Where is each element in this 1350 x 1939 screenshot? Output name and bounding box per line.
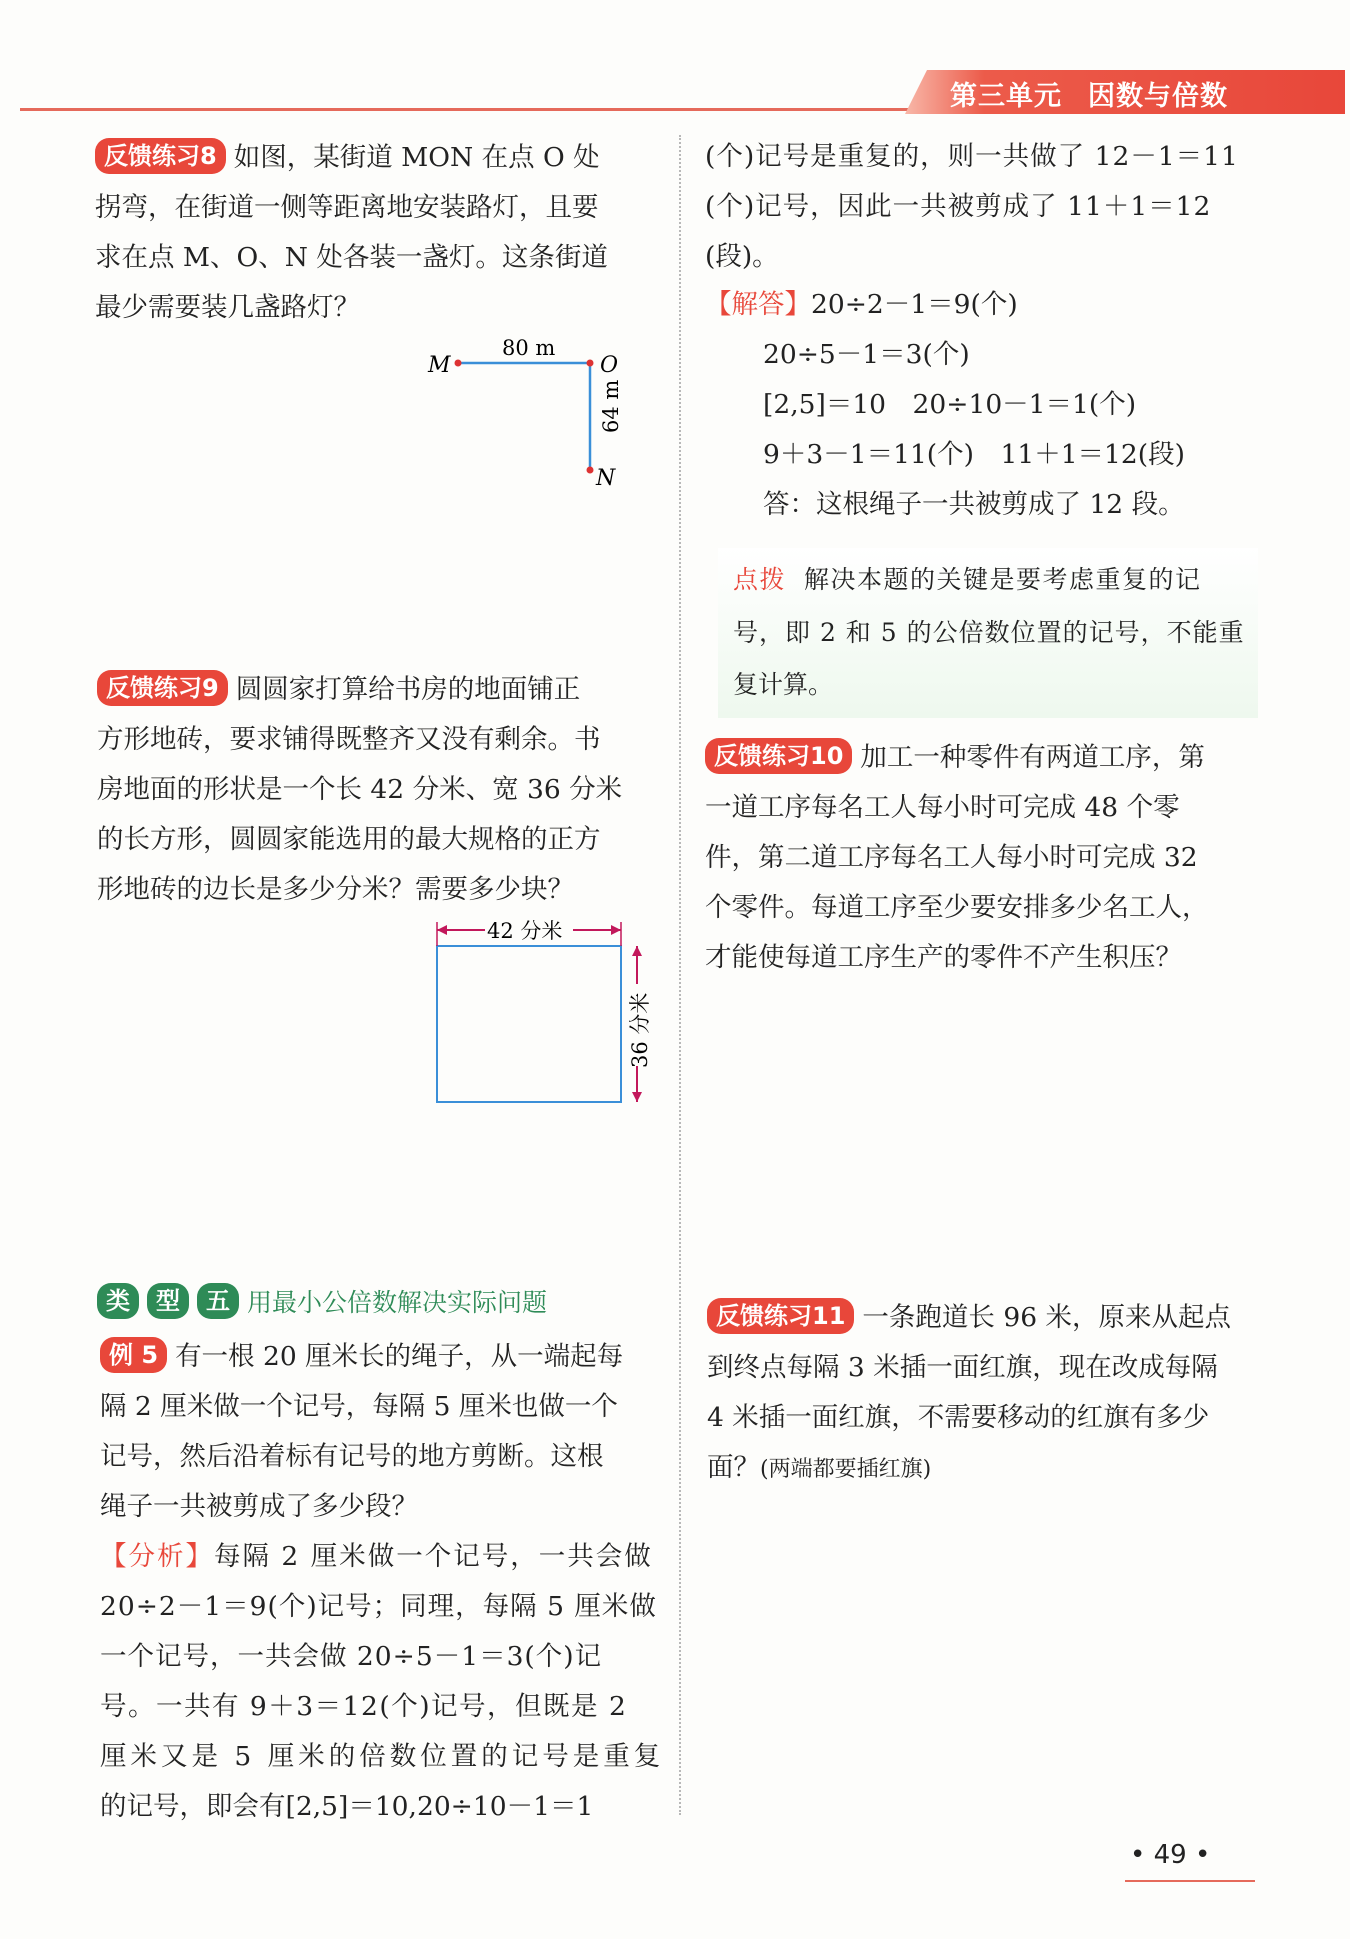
point-m — [455, 360, 462, 367]
type5-badge-2: 型 — [147, 1283, 189, 1319]
column-divider — [679, 135, 681, 1815]
q8-line-4: 最少需要装几盏路灯？ — [95, 292, 360, 323]
width-label: 36 分米 — [628, 992, 652, 1068]
ex5-line-1: 例 5 有一根 20 厘米长的绳子，从一端起每 — [100, 1332, 623, 1382]
ex5-badge: 例 5 — [100, 1337, 167, 1373]
q9-line-4: 的长方形，圆圆家能选用的最大规格的正方 — [97, 824, 601, 855]
type5-badge-3: 五 — [197, 1283, 239, 1319]
q9-floor-figure — [425, 918, 655, 1113]
q10-line-3: 件，第二道工序每名工人每小时可完成 32 — [705, 842, 1198, 873]
label-mo: 80 m — [502, 336, 556, 360]
q8-street-figure — [420, 335, 640, 495]
header-title — [950, 74, 1254, 113]
q8-line-3: 求在点 M、O、N 处各装一盏灯。这条街道 — [95, 242, 608, 273]
tip-label: 点拨 — [733, 565, 787, 594]
answer-line-3: [2,5]＝10 20÷10－1＝1(个) — [763, 389, 1137, 420]
ex5-line-3: 记号，然后沿着标有记号的地方剪断。这根 — [100, 1441, 604, 1472]
q9-line-5: 形地砖的边长是多少分米？需要多少块？ — [97, 874, 574, 905]
q10-line-2: 一道工序每名工人每小时可完成 48 个零 — [705, 792, 1180, 823]
ex5-analysis-1: 【分析】每隔 2 厘米做一个记号，一共会做 — [100, 1541, 653, 1572]
unit-label: 第三单元 — [950, 81, 1062, 112]
q9-line-1: 反馈练习9 圆圆家打算给书房的地面铺正 — [97, 665, 580, 715]
q10-badge: 反馈练习10 — [705, 738, 852, 774]
answer-label: 【解答】 — [705, 289, 811, 320]
right-cont-1: (个)记号是重复的，则一共做了 12－1＝11 — [705, 141, 1239, 172]
point-o — [587, 360, 594, 367]
ex5-line-4: 绳子一共被剪成了多少段？ — [100, 1491, 418, 1522]
label-o: O — [600, 353, 619, 378]
tip-line-3: 复计算。 — [733, 670, 834, 699]
q9-line-2: 方形地砖，要求铺得既整齐又没有剩余。书 — [97, 724, 601, 755]
type5-badge-1: 类 — [97, 1283, 139, 1319]
q11-line-2: 到终点每隔 3 米插一面红旗，现在改成每隔 — [707, 1352, 1218, 1383]
analysis-label: 【分析】 — [100, 1541, 214, 1572]
tip-line-1: 点拨 解决本题的关键是要考虑重复的记 — [733, 565, 1202, 594]
q10-line-5: 才能使每道工序生产的零件不产生积压？ — [705, 942, 1182, 973]
ex5-line-2: 隔 2 厘米做一个记号，每隔 5 厘米也做一个 — [100, 1391, 618, 1422]
q11-line-4: 面？(两端都要插红旗) — [707, 1452, 932, 1483]
length-label: 42 分米 — [487, 919, 563, 943]
floor-rectangle — [437, 946, 621, 1102]
tip-line-2: 号，即 2 和 5 的公倍数位置的记号，不能重 — [733, 618, 1245, 647]
label-on: 64 m — [599, 379, 623, 433]
q8-line-2: 拐弯，在街道一侧等距离地安装路灯，且要 — [95, 192, 599, 223]
ex5-analysis-2: 20÷2－1＝9(个)记号；同理，每隔 5 厘米做 — [100, 1591, 657, 1622]
q9-badge: 反馈练习9 — [97, 670, 228, 706]
answer-line-5: 答：这根绳子一共被剪成了 12 段。 — [763, 489, 1185, 520]
label-n: N — [596, 466, 616, 491]
topic-label: 因数与倍数 — [1088, 81, 1228, 112]
q11-badge: 反馈练习11 — [707, 1298, 854, 1334]
answer-line-2: 20÷5－1＝3(个) — [763, 339, 970, 370]
answer-line-1: 【解答】20÷2－1＝9(个) — [705, 289, 1018, 320]
point-n — [587, 467, 594, 474]
q8-line-1: 反馈练习8 如图，某街道 MON 在点 O 处 — [95, 133, 600, 183]
q11-line-3: 4 米插一面红旗，不需要移动的红旗有多少 — [707, 1402, 1210, 1433]
type5-heading — [97, 1278, 547, 1328]
q8-badge: 反馈练习8 — [95, 138, 226, 174]
ex5-analysis-5: 厘米又是 5 厘米的倍数位置的记号是重复 — [100, 1741, 665, 1772]
right-cont-3: (段)。 — [705, 241, 779, 272]
answer-line-4: 9＋3－1＝11(个) 11＋1＝12(段) — [763, 439, 1185, 470]
ex5-analysis-4: 号。一共有 9＋3＝12(个)记号，但既是 2 — [100, 1691, 628, 1722]
label-m: M — [428, 353, 451, 378]
q10-line-4: 个零件。每道工序至少要安排多少名工人， — [705, 892, 1209, 923]
q11-note: (两端都要插红旗) — [760, 1457, 932, 1482]
q10-line-1: 反馈练习10 加工一种零件有两道工序，第 — [705, 733, 1205, 783]
page-number: • 49 • — [1130, 1840, 1211, 1870]
q9-line-3: 房地面的形状是一个长 42 分米、宽 36 分米 — [97, 774, 623, 805]
right-cont-2: (个)记号，因此一共被剪成了 11＋1＝12 — [705, 191, 1212, 222]
page-number-rule — [1125, 1880, 1255, 1882]
type5-title: 用最小公倍数解决实际问题 — [247, 1288, 548, 1317]
q11-line-1: 反馈练习11 一条跑道长 96 米，原来从起点 — [707, 1293, 1231, 1343]
ex5-analysis-3: 一个记号，一共会做 20÷5－1＝3(个)记 — [100, 1641, 603, 1672]
ex5-analysis-6: 的记号，即会有[2,5]＝10,20÷10－1＝1 — [100, 1791, 594, 1822]
